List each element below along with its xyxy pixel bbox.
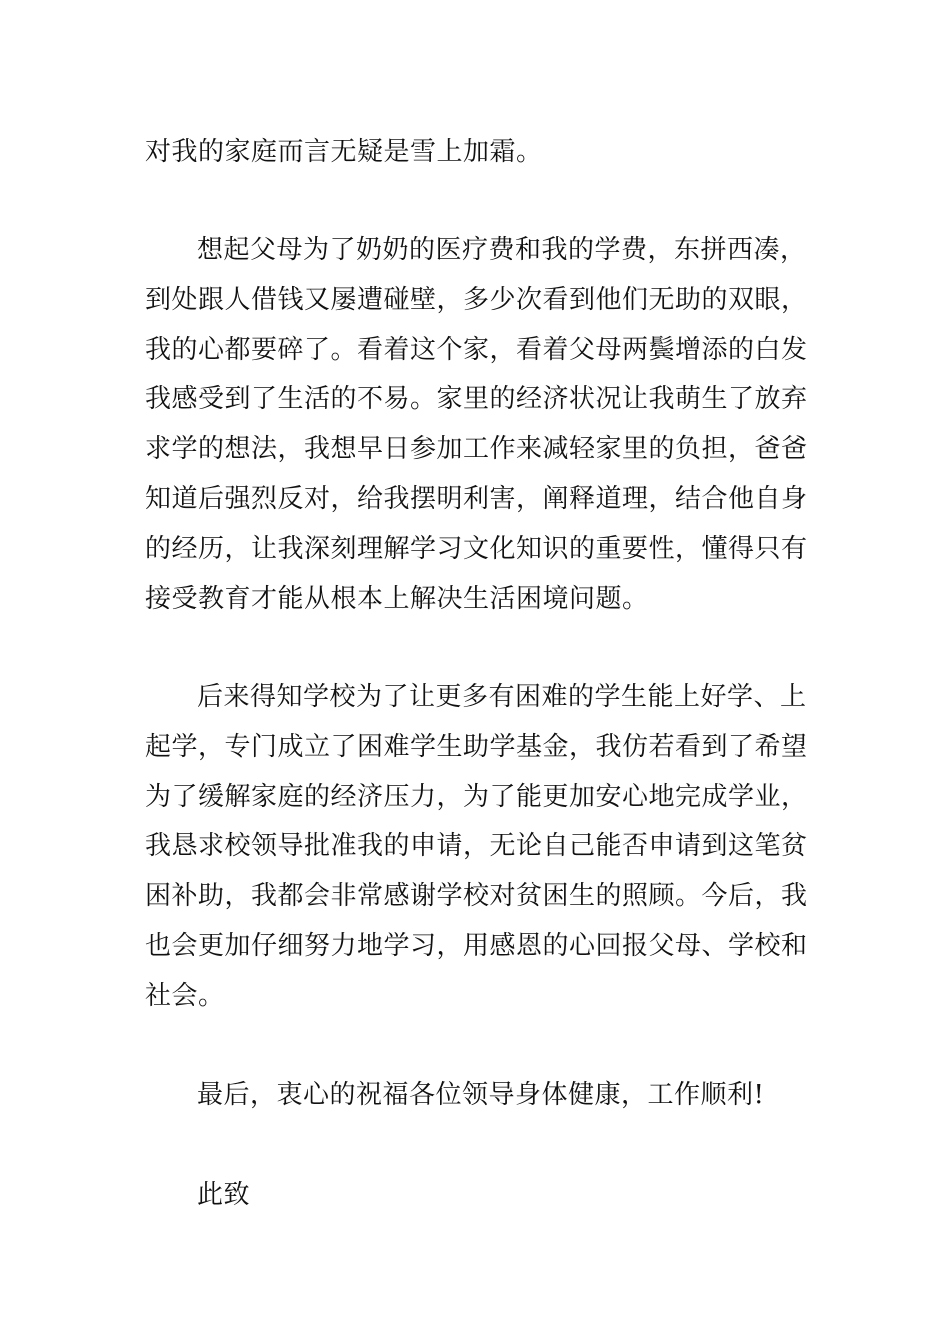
text-line: 起学，专门成立了困难学生助学基金，我仿若看到了希望 [145,732,808,762]
text-line: 想起父母为了奶奶的医疗费和我的学费，东拼西凑， [197,235,807,265]
text-line: 我恳求校领导批准我的申请，无论自己能否申请到这笔贫 [145,831,808,861]
text-line: 为了缓解家庭的经济压力，为了能更加安心地完成学业， [145,782,808,812]
text-line: 到处跟人借钱又屡遭碰壁，多少次看到他们无助的双眼， [145,285,808,315]
text-line: 对我的家庭而言无疑是雪上加霜。 [145,137,543,167]
text-line: 此致 [197,1180,251,1210]
text-line: 知道后强烈反对，给我摆明利害，阐释道理，结合他自身 [145,484,808,514]
text-line: 困补助，我都会非常感谢学校对贫困生的照顾。今后，我 [145,881,808,911]
text-line: 的经历，让我深刻理解学习文化知识的重要性，懂得只有 [145,534,808,564]
text-line: 我感受到了生活的不易。家里的经济状况让我萌生了放弃 [145,384,808,414]
text-line: 也会更加仔细努力地学习，用感恩的心回报父母、学校和 [145,931,808,961]
text-line: 社会。 [145,981,225,1011]
text-line: 后来得知学校为了让更多有困难的学生能上好学、上 [197,682,807,712]
text-line: 接受教育才能从根本上解决生活困境问题。 [145,584,649,614]
text-line: 最后，衷心的祝福各位领导身体健康，工作顺利! [197,1080,765,1110]
text-line: 我的心都要碎了。看着这个家，看着父母两鬓增添的白发 [145,335,808,365]
text-line: 求学的想法，我想早日参加工作来减轻家里的负担，爸爸 [145,434,808,464]
